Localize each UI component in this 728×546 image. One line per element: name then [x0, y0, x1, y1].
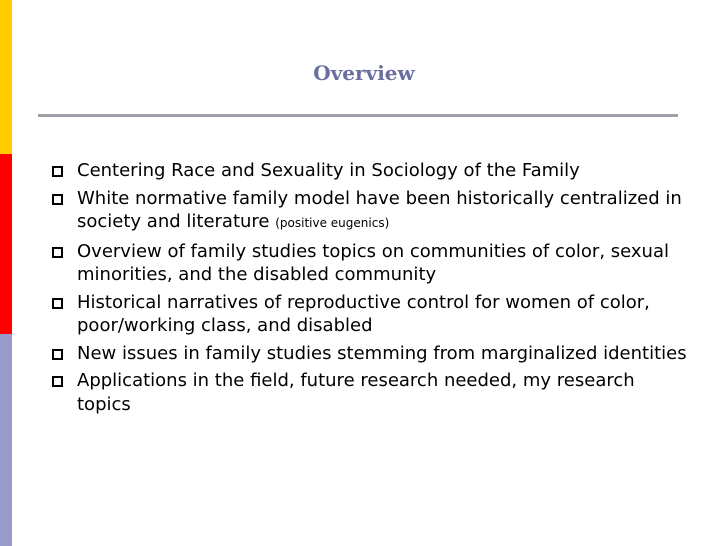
square-bullet-icon	[52, 247, 63, 258]
bullet-item	[52, 291, 692, 338]
bullet-text: New issues in family studies stemming from marginalized identities	[77, 342, 687, 364]
title-divider	[38, 114, 678, 117]
accent-purple	[0, 334, 12, 546]
bullet-text: Applications in the field, future research needed, my research topics	[77, 370, 635, 415]
slide-title: Overview	[313, 61, 415, 85]
bullet-text: Centering Race and Sexuality in Sociology of the Family	[77, 160, 580, 181]
bullet-text: White normative family model have been historically centralized in society and literature	[77, 187, 682, 232]
bullet-text: Overview of family studies topics on communities of color, sexual minorities, and the disabled community	[77, 240, 669, 285]
square-bullet-icon	[52, 349, 63, 360]
square-bullet-icon	[52, 194, 63, 205]
accent-red	[0, 154, 12, 334]
square-bullet-icon	[52, 166, 63, 177]
bullet-item	[52, 187, 692, 236]
bullet-item	[52, 342, 692, 366]
bullet-text: Historical narratives of reproductive control for women of color, poor/working class, and disabled	[77, 291, 650, 336]
bullet-item	[52, 159, 692, 183]
bullet-item	[52, 369, 692, 416]
bullet-list	[52, 159, 692, 420]
bullet-note: (positive eugenics)	[275, 216, 390, 230]
bullet-item	[52, 240, 692, 287]
square-bullet-icon	[52, 376, 63, 387]
square-bullet-icon	[52, 298, 63, 309]
